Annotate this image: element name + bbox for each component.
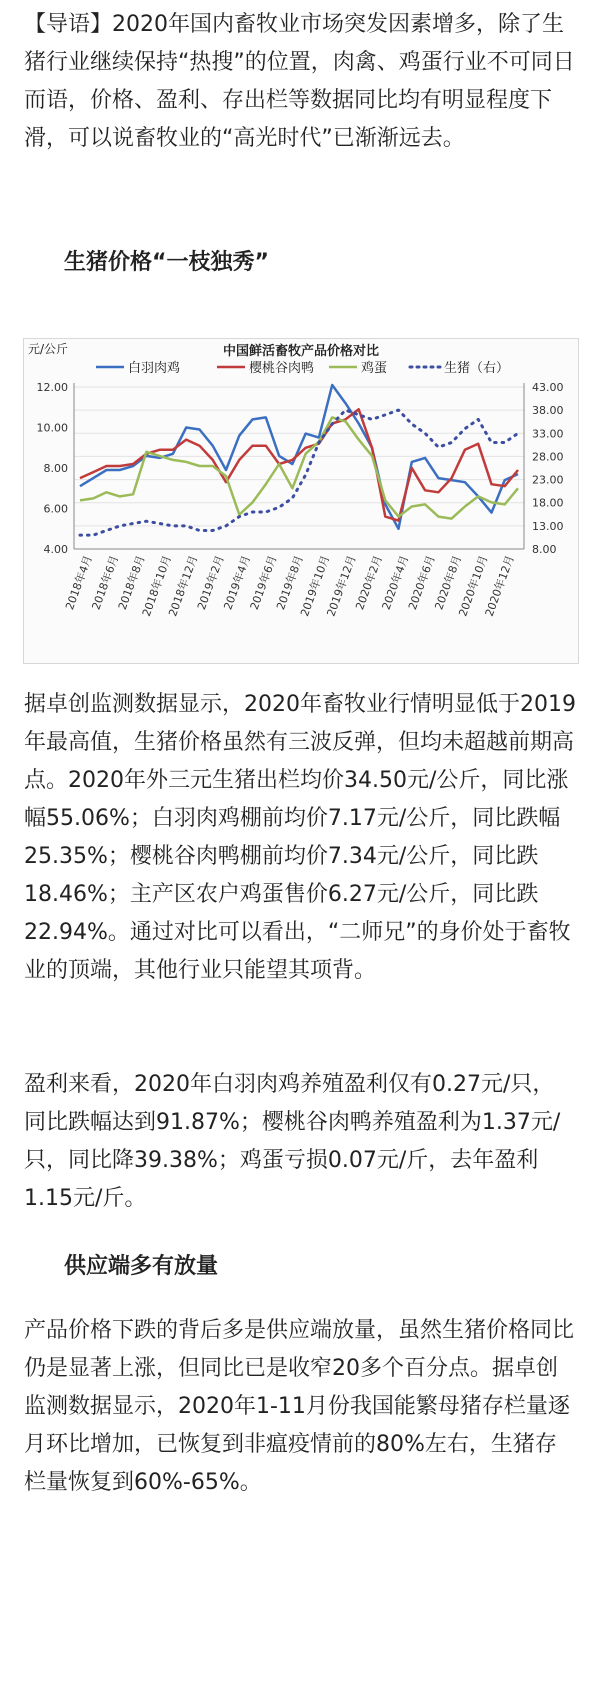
chart-canvas: [24, 339, 578, 663]
y-right-tick-label: 38.00: [532, 404, 564, 418]
y-right-tick-label: 23.00: [532, 473, 564, 487]
chart-series-layer: [80, 385, 518, 535]
x-tick-label: 2020年6月: [405, 553, 438, 612]
legend-label-egg: 鸡蛋: [361, 361, 388, 376]
chart-title: 中国鲜活畜牧产品价格对比: [222, 344, 380, 359]
x-tick-label: 2019年2月: [194, 553, 227, 612]
x-tick-label: 2018年8月: [115, 553, 148, 612]
x-tick-label: 2019年6月: [247, 553, 280, 612]
y-left-tick-label: 6.00: [43, 502, 68, 516]
x-tick-label: 2020年10月: [456, 553, 491, 619]
x-tick-label: 2019年12月: [324, 553, 359, 619]
y-right-tick-label: 8.00: [532, 543, 557, 556]
x-tick-label: 2019年10月: [298, 553, 333, 619]
x-tick-label: 2018年12月: [166, 553, 201, 619]
x-tick-label: 2020年12月: [482, 553, 517, 619]
x-tick-label: 2018年6月: [89, 553, 122, 612]
x-tick-label: 2018年10月: [139, 553, 174, 619]
y-right-tick-label: 18.00: [532, 496, 564, 510]
series-line-1: [80, 409, 518, 520]
series-line-2: [80, 417, 518, 518]
section-heading-supply: 供应端多有放量: [64, 1254, 219, 1279]
y-left-tick-label: 8.00: [43, 462, 68, 475]
paragraph-price-data: 据卓创监测数据显示，2020年畜牧业行情明显低于2019年最高值，生猪价格虽然有三波反弹，但均未超越前期高点。2020年外三元生猪出栏均价34.50元/公斤，同比涨幅55.06%；白羽肉鸡棚前均价7.17元/公斤，同比跌幅25.35%；樱桃谷肉鸭棚前均价7.34元/公斤，同比跌18.46%；主产区农户鸡蛋售价6.27元/公斤，同比跌22.94%。通过对比可以看出，“二师兄”的身价处于畜牧业的顶端，其他行业只能望其项背。: [24, 692, 576, 983]
section-heading-pig-price: 生猪价格“一枝独秀”: [64, 250, 269, 275]
paragraph-profit-data: 盈利来看，2020年白羽肉鸡养殖盈利仅有0.27元/只，同比跌幅达到91.87%；樱桃谷肉鸭养殖盈利为1.37元/只，同比降39.38%；鸡蛋亏损0.07元/斤，去年盈利1.15元/斤。: [24, 1072, 561, 1211]
x-tick-label: 2020年8月: [432, 553, 465, 612]
x-tick-label: 2020年4月: [379, 553, 412, 612]
y-right-tick-label: 43.00: [532, 381, 564, 394]
price-comparison-chart: [23, 338, 579, 664]
y-left-tick-label: 10.00: [36, 421, 68, 435]
y-left-tick-label: 12.00: [36, 381, 68, 394]
chart-legend: [96, 360, 509, 376]
x-tick-label: 2018年4月: [63, 553, 95, 612]
y-right-tick-label: 33.00: [532, 427, 564, 441]
x-tick-label: 2019年8月: [274, 553, 306, 612]
y-right-tick-label: 28.00: [532, 450, 564, 464]
x-tick-label: 2020年2月: [353, 553, 385, 612]
legend-label-broiler: 白羽肉鸡: [128, 361, 181, 376]
y-axis-label: 元/公斤: [28, 342, 69, 356]
y-left-tick-label: 4.00: [43, 543, 68, 556]
x-tick-label: 2019年4月: [221, 553, 254, 612]
intro-paragraph: 【导语】2020年国内畜牧业市场突发因素增多，除了生猪行业继续保持“热搜”的位置，肉禽、鸡蛋行业不可同日而语，价格、盈利、存出栏等数据同比均有明显程度下滑，可以说畜牧业的“高光时代”已渐渐远去。: [24, 12, 575, 151]
legend-label-duck: 樱桃谷肉鸭: [249, 361, 315, 376]
paragraph-supply-data: 产品价格下跌的背后多是供应端放量，虽然生猪价格同比仍是显著上涨，但同比已是收窄20多个百分点。据卓创监测数据显示，2020年1-11月份我国能繁母猪存栏量逐月环比增加，已恢复到非瘟疫情前的80%左右，生猪存栏量恢复到60%-65%。: [24, 1318, 575, 1495]
legend-label-pig: 生猪（右）: [444, 361, 510, 376]
y-right-tick-label: 13.00: [532, 519, 564, 533]
